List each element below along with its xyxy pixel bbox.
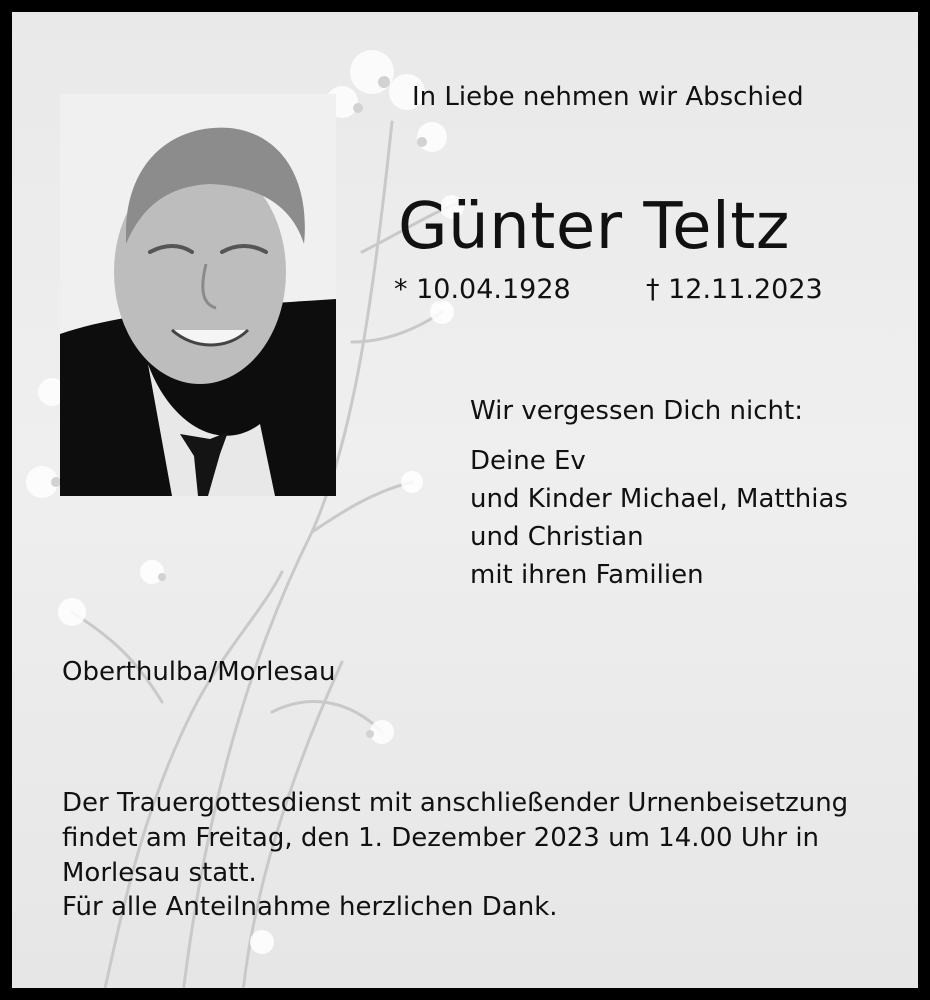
portrait-photo <box>60 94 336 496</box>
family-block <box>470 392 848 594</box>
birth-date: * 10.04.1928 <box>394 274 571 305</box>
deceased-name: Günter Teltz <box>398 190 790 264</box>
place-line: Oberthulba/Morlesau <box>62 657 336 687</box>
service-announcement: Der Trauergottesdienst mit anschließender Urnenbeisetzung findet am Freitag, den 1. Dezember 2023 um 14.00 Uhr in Morlesau statt. <box>62 788 849 888</box>
intro-line: In Liebe nehmen wir Abschied <box>412 82 804 112</box>
family-heading: Wir vergessen Dich nicht: <box>470 396 803 426</box>
thanks-line: Für alle Anteilnahme herzlichen Dank. <box>62 892 558 922</box>
family-line: und Christian <box>470 522 644 552</box>
death-date: † 12.11.2023 <box>646 274 823 305</box>
family-line: mit ihren Familien <box>470 560 704 590</box>
family-line: Deine Ev <box>470 446 586 476</box>
family-line: und Kinder Michael, Matthias <box>470 484 848 514</box>
